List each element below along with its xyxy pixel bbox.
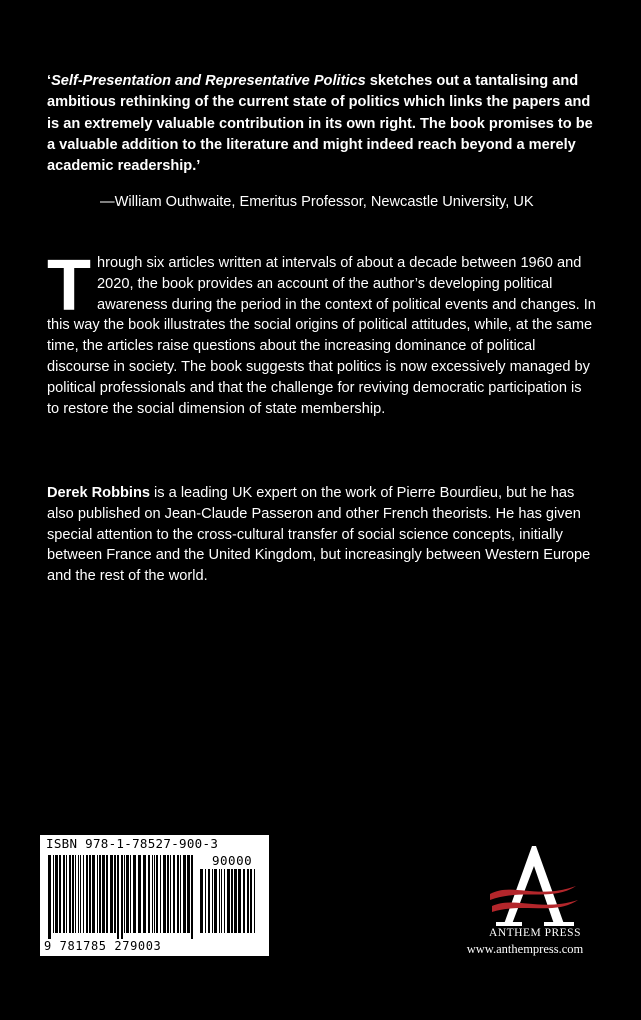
barcode-bar [106,855,108,933]
barcode-bar [102,855,105,933]
description-text: hrough six articles written at intervals of about a decade between 1960 and 2020, the book provides an account of the author’s developing political awareness during the period in the context of political events and changes. In this way the book illustrates the social origins of political attitudes, while, at the same time, the articles raise questions about the increasing dominance of political discourse in society. The book suggests that politics is now excessively managed by political professionals and that the challenge for reviving democratic participation is to restore the social dimension of state membership. [47,255,596,417]
barcode-bar [154,855,155,933]
barcode-bar [143,855,146,933]
barcode-bar [187,855,190,933]
price-addon-number: 90000 [212,853,253,868]
barcode-bar [250,869,252,933]
book-title: Self-Presentation and Representative Politics [51,73,366,89]
barcode-bar [97,855,98,933]
barcode-bar [148,855,150,933]
barcode-bar [227,869,230,933]
barcode-bar [247,869,249,933]
barcode-bar [254,869,255,933]
barcode-bar [59,855,61,933]
barcode-bar [214,869,217,933]
barcode-bar [173,855,175,933]
barcode-bar [117,855,119,939]
barcode-bar [160,855,161,933]
isbn-label: ISBN 978-1-78527-900-3 [46,836,219,851]
barcode-bar [55,855,58,933]
barcode-bar [48,855,51,939]
logo-letter-a-icon [504,846,564,924]
barcode-bar [99,855,101,933]
barcode-bar [180,855,181,933]
barcode-bar [191,855,193,939]
barcode-bar [72,855,74,933]
barcode-bar [86,855,88,933]
barcode-bar [114,855,116,933]
barcode-bar [138,855,141,933]
ean-barcode-bars [48,855,196,939]
barcode-bar [126,855,129,933]
barcode-bar [221,869,222,933]
barcode-bar [183,855,186,933]
barcode-bar [231,869,233,933]
barcode-bar [66,855,67,933]
barcode-bar [110,855,113,933]
barcode-bar [205,869,206,933]
anthem-press-logo [482,842,582,932]
logo-swoosh-upper [490,886,576,900]
author-name: Derek Robbins [47,485,150,501]
endorsement-attribution: —William Outhwaite, Emeritus Professor, Newcastle University, UK [100,194,534,210]
barcode-bar [170,855,171,933]
book-description [47,246,597,419]
logo-swoosh-lower [492,900,578,912]
barcode-bar [243,869,245,933]
barcode-bar [78,855,79,933]
barcode-bar [63,855,65,933]
endorsement-quote [47,71,597,177]
barcode-bar [83,855,84,933]
barcode-bar [238,869,241,933]
barcode-bar [80,855,81,933]
logo-serif-left [496,922,522,926]
barcode-bar [152,855,153,933]
publisher-url[interactable]: www.anthempress.com [466,942,584,956]
barcode-bar [177,855,179,933]
barcode-bar [219,869,220,933]
barcode-bar [200,869,203,933]
barcode-bar [69,855,71,933]
barcode-bar [53,855,54,933]
barcode-bar [208,869,210,933]
barcode-bar [224,869,225,933]
isbn-barcode [40,835,269,956]
drop-cap: T [47,246,91,326]
barcode-bar [130,855,131,933]
author-bio [47,483,597,587]
logo-serif-right [544,922,574,926]
barcode-bar [133,855,136,933]
barcode-bar [156,855,158,933]
barcode-bar [163,855,166,933]
barcode-bar [92,855,95,933]
endorsement-body: sketches out a tantalising and ambitious rethinking of the current state of politics which links the papers and is an extremely valuable contribution in its own right. The book promises to be a valuable addition to the literature and might indeed reach beyond a merely academic readership.’ [47,73,593,175]
barcode-bar [89,855,91,933]
barcode-bar [75,855,76,933]
ean-number: 9 781785 279003 [44,939,162,953]
barcode-bar [124,855,125,933]
barcode-bar [121,855,123,939]
barcode-bar [167,855,169,933]
addon-barcode-bars [200,869,260,939]
barcode-bar [212,869,213,933]
publisher-name: ANTHEM PRESS [489,927,581,939]
author-bio-text: is a leading UK expert on the work of Pierre Bourdieu, but he has also published on Jean-Claude Passeron and other French theorists. He has given special attention to the cross-cultural transfer of social science concepts, initially between France and the United Kingdom, but increasingly between Western Europe and the rest of the world. [47,485,591,585]
open-quote: ‘ [47,73,52,89]
barcode-bar [234,869,237,933]
